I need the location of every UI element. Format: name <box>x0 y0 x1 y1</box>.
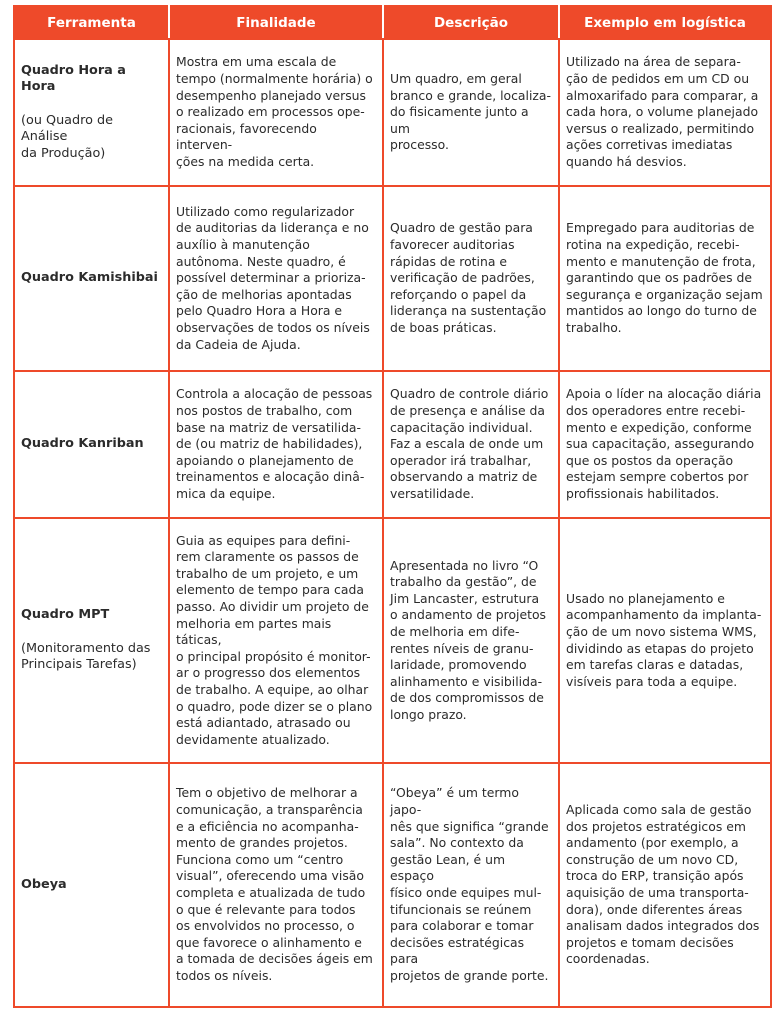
tool-cell <box>14 371 169 518</box>
tool-name: Quadro Hora a Hora <box>21 62 126 95</box>
header-ferramenta: Ferramenta <box>14 6 169 39</box>
tool-name: Quadro MPT <box>21 607 110 623</box>
finalidade-cell: Guia as equipes para defini- rem claramente os passos de trabalho de um projeto, e um elemento de tempo para cada passo. Ao dividir um projeto de melhoria em partes mais táticas, o principal propósito é monitor- ar o progresso dos elementos de trabalho. A equipe, ao olhar o quadro, pode dizer se o plano está adiantado, atrasado ou devidamente atualizado. <box>169 518 383 763</box>
descricao-cell: “Obeya” é um termo japo- nês que significa “grande sala”. No contexto da gestão Lean, é um espaço físico onde equipes mul- tifuncionais se reúnem para colaborar e tomar decisões estratégicas para projetos de grande porte. <box>383 763 559 1007</box>
finalidade-cell: Controla a alocação de pessoas nos postos de trabalho, com base na matriz de versatilida- de (ou matriz de habilidades), apoiando o planejamento de treinamentos e alocação dinâ- mica da equipe. <box>169 371 383 518</box>
header-finalidade: Finalidade <box>169 6 383 39</box>
tools-table <box>13 5 772 1008</box>
tool-subtitle: (Monitoramento das Principais Tarefas) <box>21 640 151 673</box>
descricao-cell: Apresentada no livro “O trabalho da gestão”, de Jim Lancaster, estrutura o andamento de projetos de melhoria em dife- rentes níveis de granu- laridade, promovendo alinhamento e visibilida- de dos compromissos de longo prazo. <box>383 518 559 763</box>
table-row <box>14 371 771 518</box>
finalidade-cell: Tem o objetivo de melhorar a comunicação, a transparência e a eficiência no acompanha- mento de grandes projetos. Funciona como um “centro visual”, oferecendo uma visão completa e atualizada de tudo o que é relevante para todos os envolvidos no processo, o que favorece o alinhamento e a tomada de decisões ágeis em todos os níveis. <box>169 763 383 1007</box>
tool-cell <box>14 518 169 763</box>
finalidade-cell: Mostra em uma escala de tempo (normalmente horária) o desempenho planejado versus o realizado em processos ope- racionais, favorecendo interven- ções na medida certa. <box>169 39 383 186</box>
exemplo-cell: Aplicada como sala de gestão dos projetos estratégicos em andamento (por exemplo, a construção de um novo CD, troca do ERP, transição após aquisição de uma transporta- dora), onde diferentes áreas analisam dados integrados dos projetos e tomam decisões coordenadas. <box>559 763 771 1007</box>
table-row <box>14 763 771 1007</box>
tool-subtitle: (ou Quadro de Análise da Produção) <box>21 112 114 161</box>
exemplo-cell: Apoia o líder na alocação diária dos operadores entre recebi- mento e expedição, conforme sua capacitação, assegurando que os postos da operação estejam sempre cobertos por profissionais habilitados. <box>559 371 771 518</box>
exemplo-cell: Usado no planejamento e acompanhamento da implanta- ção de um novo sistema WMS, dividindo as etapas do projeto em tarefas claras e datadas, visíveis para toda a equipe. <box>559 518 771 763</box>
table-row <box>14 518 771 763</box>
tool-cell <box>14 39 169 186</box>
tool-name: Quadro Kanriban <box>21 436 144 452</box>
tool-cell <box>14 763 169 1007</box>
tool-name: Quadro Kamishibai <box>21 270 158 286</box>
header-exemplo: Exemplo em logística <box>559 6 771 39</box>
exemplo-cell: Empregado para auditorias de rotina na expedição, recebi- mento e manutenção de frota, garantindo que os padrões de segurança e organização sejam mantidos ao longo do turno de trabalho. <box>559 186 771 371</box>
descricao-cell: Quadro de controle diário de presença e análise da capacitação individual. Faz a escala de onde um operador irá trabalhar, observando a matriz de versatilidade. <box>383 371 559 518</box>
descricao-cell: Um quadro, em geral branco e grande, localiza- do fisicamente junto a um processo. <box>383 39 559 186</box>
header-row <box>14 6 771 39</box>
table-row <box>14 186 771 371</box>
table-row <box>14 39 771 186</box>
header-descricao: Descrição <box>383 6 559 39</box>
finalidade-cell: Utilizado como regularizador de auditorias da liderança e no auxílio à manutenção autônoma. Neste quadro, é possível determinar a prioriza- ção de melhorias apontadas pelo Quadro Hora a Hora e observações de todos os níveis da Cadeia de Ajuda. <box>169 186 383 371</box>
descricao-cell: Quadro de gestão para favorecer auditorias rápidas de rotina e verificação de padrões, reforçando o papel da liderança na sustentação de boas práticas. <box>383 186 559 371</box>
exemplo-cell: Utilizado na área de separa- ção de pedidos em um CD ou almoxarifado para comparar, a cada hora, o volume planejado versus o realizado, permitindo ações corretivas imediatas quando há desvios. <box>559 39 771 186</box>
tool-name: Obeya <box>21 876 67 892</box>
tool-cell <box>14 186 169 371</box>
